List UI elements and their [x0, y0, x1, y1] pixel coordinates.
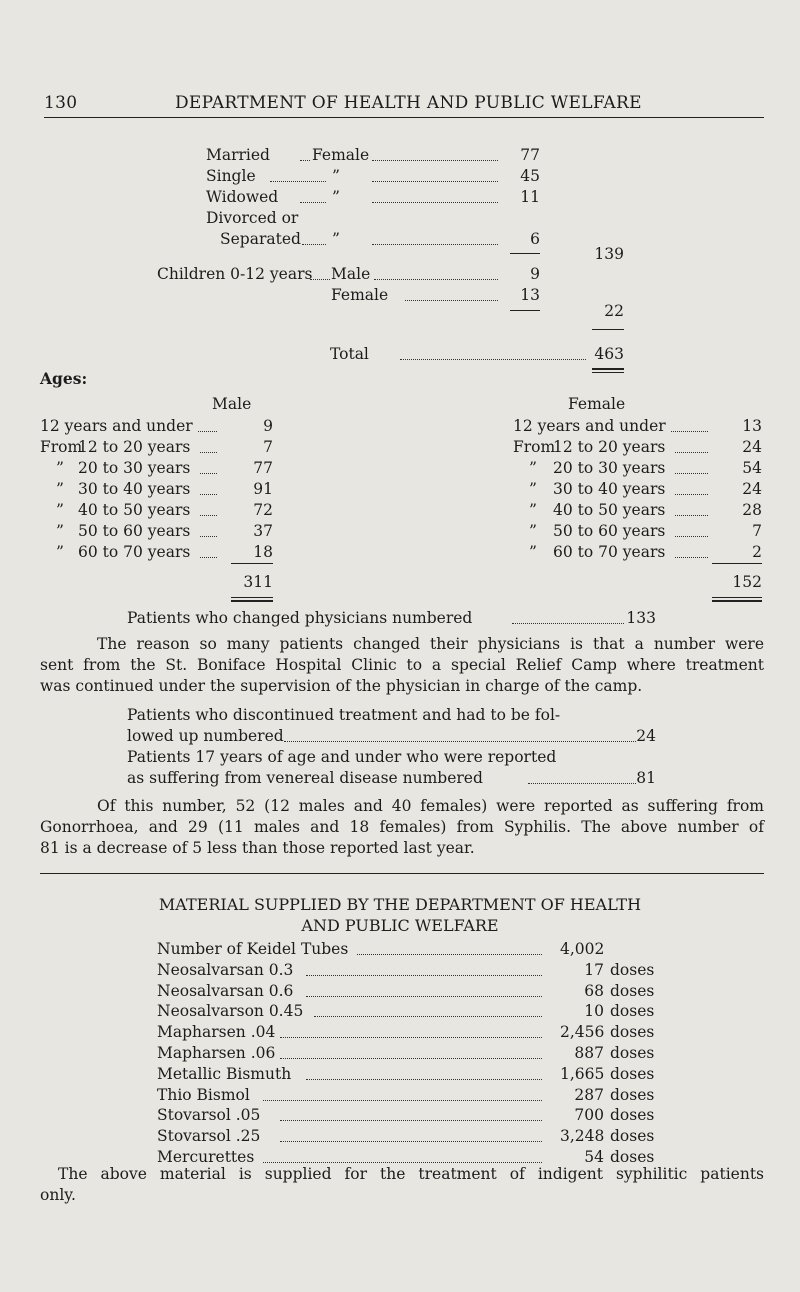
male-total-rule [231, 563, 273, 564]
reason-paragraph [40, 634, 764, 697]
material-name: Thio Bismol [157, 1085, 250, 1104]
changed-physicians-value: 133 [626, 609, 656, 627]
material-value: 887 [574, 1044, 604, 1062]
material-value: 1,665 [560, 1064, 605, 1083]
age-row-label: 40 to 50 years [553, 501, 666, 519]
material-unit: doses [610, 1106, 655, 1125]
age-row-value: 54 [742, 459, 762, 477]
age-row-prefix: ” [529, 501, 537, 519]
row-sex: Male [331, 265, 371, 283]
paragraph-line: Gonorrhoea, and 29 (11 males and 18 females) from Syphilis. The above number of [40, 818, 764, 836]
leader-dots [200, 515, 217, 516]
total-double-rule [592, 372, 624, 373]
discontinued-value: 24 [636, 727, 656, 745]
row-label: Widowed [206, 188, 279, 206]
age-row-prefix: ” [56, 543, 64, 561]
paragraph-line: sent from the St. Boniface Hospital Clinic to a special Relief Camp where treatment [40, 656, 764, 674]
leader-dots [280, 1141, 542, 1142]
row-sex: ” [332, 188, 340, 206]
age-row-prefix: ” [56, 522, 64, 540]
leader-dots [306, 996, 542, 997]
material-footer [40, 1164, 764, 1206]
leader-dots [314, 1016, 542, 1017]
leader-dots [280, 1058, 542, 1059]
material-name: Mercurettes [157, 1148, 255, 1166]
leader-dots [200, 494, 217, 495]
age-row-value: 77 [253, 459, 273, 477]
leader-dots [306, 975, 542, 976]
leader-dots [302, 244, 326, 245]
leader-dots [280, 1037, 542, 1038]
female-double-rule [712, 597, 762, 598]
age-row-prefix: ” [56, 480, 64, 498]
row-label: Divorced or [206, 209, 299, 227]
age-row-value: 2 [752, 543, 762, 561]
leader-dots [405, 300, 498, 301]
footer-line: The above material is supplied for the treatment of indigent syphilitic patients [58, 1165, 764, 1183]
female-total: 152 [732, 573, 762, 591]
leader-dots [675, 494, 708, 495]
age-row-prefix: From [40, 438, 83, 456]
material-value: 17 [584, 960, 604, 979]
row-value: 11 [520, 188, 540, 206]
age-row-label: 50 to 60 years [553, 522, 666, 540]
leader-dots [671, 431, 708, 432]
age-row-label: 60 to 70 years [553, 543, 666, 561]
age-row-value: 7 [263, 438, 273, 456]
row-value: 77 [520, 146, 540, 164]
material-unit: doses [610, 960, 655, 979]
material-unit: doses [610, 1085, 655, 1104]
age-row-label: 12 to 20 years [78, 438, 191, 456]
female-double-rule [712, 600, 762, 602]
leader-dots [372, 244, 498, 245]
venereal-line2: as suffering from venereal disease numbered [127, 769, 483, 787]
material-heading-line1: MATERIAL SUPPLIED BY THE DEPARTMENT OF HEALTH [158, 895, 642, 914]
leader-dots [357, 954, 542, 955]
leader-dots [374, 279, 498, 280]
leader-dots [306, 1079, 542, 1080]
male-heading: Male [212, 395, 252, 413]
age-row-value: 24 [742, 438, 762, 456]
age-row-label: 12 to 20 years [553, 438, 666, 456]
age-row-value: 13 [742, 417, 762, 435]
leader-dots [198, 431, 217, 432]
age-row-prefix: ” [529, 480, 537, 498]
female-total-rule [712, 563, 762, 564]
leader-dots [675, 557, 708, 558]
discontinued-line2: lowed up numbered [127, 727, 284, 745]
material-unit: doses [610, 1023, 655, 1042]
children-label: Children 0-12 years [157, 265, 313, 283]
age-row-value: 72 [253, 501, 273, 519]
material-heading-line2: AND PUBLIC WELFARE [301, 916, 499, 935]
row-sex: ” [332, 230, 340, 248]
material-name: Neosalvarsan 0.6 [157, 981, 294, 1000]
material-name: Stovarsol .25 [157, 1127, 261, 1146]
age-row-value: 24 [742, 480, 762, 498]
material-value: 3,248 [560, 1127, 605, 1146]
material-unit: doses [610, 981, 655, 1000]
age-row-prefix: ” [56, 459, 64, 477]
age-row-label: 12 years and under [513, 417, 666, 435]
age-row-label: 30 to 40 years [78, 480, 191, 498]
leader-dots [300, 202, 326, 203]
material-unit: doses [610, 1044, 655, 1062]
material-name: Neosalvarsan 0.3 [157, 960, 294, 979]
ages-heading: Ages: [40, 369, 88, 388]
row-label: Married [206, 146, 270, 164]
leader-dots [200, 536, 217, 537]
children-subtotal: 22 [604, 302, 624, 320]
material-name: Neosalvarson 0.45 [157, 1002, 304, 1021]
row-sex: Female [312, 146, 370, 164]
age-row-value: 7 [752, 522, 762, 540]
row-label: Single [206, 167, 256, 185]
leader-dots [675, 515, 708, 516]
leader-dots [528, 783, 636, 784]
total-double-rule [592, 368, 624, 370]
age-row-value: 37 [253, 522, 273, 540]
age-row-label: 20 to 30 years [78, 459, 191, 477]
age-row-prefix: ” [56, 501, 64, 519]
leader-dots [372, 181, 498, 182]
leader-dots [675, 536, 708, 537]
subtotal-rule [510, 310, 540, 311]
leader-dots [200, 452, 217, 453]
material-value: 4,002 [560, 940, 605, 958]
running-title: DEPARTMENT OF HEALTH AND PUBLIC WELFARE [175, 93, 642, 113]
material-value: 700 [574, 1106, 604, 1125]
age-row-value: 28 [742, 501, 762, 519]
leader-dots [280, 1120, 542, 1121]
age-row-label: 20 to 30 years [553, 459, 666, 477]
total-rule [592, 329, 624, 330]
material-unit: doses [610, 1148, 655, 1166]
age-row-value: 91 [253, 480, 273, 498]
leader-dots [200, 557, 217, 558]
leader-dots [372, 202, 498, 203]
total-label: Total [330, 345, 369, 363]
row-value: 6 [530, 230, 540, 248]
leader-dots [263, 1162, 542, 1163]
material-name: Number of Keidel Tubes [157, 940, 349, 958]
material-name: Mapharsen .04 [157, 1023, 276, 1042]
age-row-label: 50 to 60 years [78, 522, 191, 540]
material-unit: doses [610, 1127, 655, 1146]
adults-subtotal: 139 [594, 245, 624, 263]
row-sex: ” [332, 167, 340, 185]
female-heading: Female [568, 395, 626, 413]
leader-dots [675, 452, 708, 453]
age-row-prefix: ” [529, 459, 537, 477]
page-number: 130 [44, 93, 78, 113]
leader-dots [270, 181, 326, 182]
row-value: 9 [530, 265, 540, 283]
header-rule [44, 117, 764, 118]
material-name: Metallic Bismuth [157, 1064, 292, 1083]
leader-dots [284, 741, 636, 742]
paragraph-line: The reason so many patients changed their physicians is that a number were [97, 635, 764, 653]
number-paragraph [40, 796, 764, 859]
male-double-rule [231, 597, 273, 598]
material-value: 54 [584, 1148, 604, 1166]
age-row-prefix: ” [529, 543, 537, 561]
leader-dots [512, 623, 624, 624]
row-label: Separated [220, 230, 301, 248]
age-row-prefix: From [513, 438, 556, 456]
changed-physicians-label: Patients who changed physicians numbered [127, 609, 473, 627]
leader-dots [675, 473, 708, 474]
section-divider [40, 873, 764, 874]
row-value: 13 [520, 286, 540, 304]
material-value: 2,456 [560, 1023, 605, 1042]
material-name: Mapharsen .06 [157, 1044, 276, 1062]
age-row-label: 12 years and under [40, 417, 193, 435]
total-value: 463 [594, 345, 624, 363]
row-value: 45 [520, 167, 540, 185]
male-total: 311 [243, 573, 273, 591]
leader-dots [400, 359, 586, 360]
leader-dots [263, 1100, 542, 1101]
leader-dots [300, 160, 310, 161]
age-row-label: 30 to 40 years [553, 480, 666, 498]
venereal-line1: Patients 17 years of age and under who were reported [127, 748, 557, 766]
footer-line: only. [40, 1186, 76, 1204]
age-row-value: 9 [263, 417, 273, 435]
material-value: 68 [584, 981, 604, 1000]
subtotal-rule [510, 253, 540, 254]
age-row-label: 40 to 50 years [78, 501, 191, 519]
paragraph-line: Of this number, 52 (12 males and 40 females) were reported as suffering from [97, 797, 764, 815]
leader-dots [200, 473, 217, 474]
material-name: Stovarsol .05 [157, 1106, 261, 1125]
age-row-label: 60 to 70 years [78, 543, 191, 561]
age-row-value: 18 [253, 543, 273, 561]
leader-dots [372, 160, 498, 161]
paragraph-line: 81 is a decrease of 5 less than those reported last year. [40, 839, 475, 857]
age-row-prefix: ” [529, 522, 537, 540]
material-unit: doses [610, 1064, 655, 1083]
paragraph-line: was continued under the supervision of the physician in charge of the camp. [40, 677, 643, 695]
material-unit: doses [610, 1002, 655, 1021]
row-sex: Female [331, 286, 389, 304]
material-value: 287 [574, 1085, 604, 1104]
venereal-value: 81 [636, 769, 656, 787]
material-value: 10 [584, 1002, 604, 1021]
male-double-rule [231, 600, 273, 602]
discontinued-line1: Patients who discontinued treatment and had to be fol- [127, 706, 561, 724]
leader-dots [310, 279, 330, 280]
